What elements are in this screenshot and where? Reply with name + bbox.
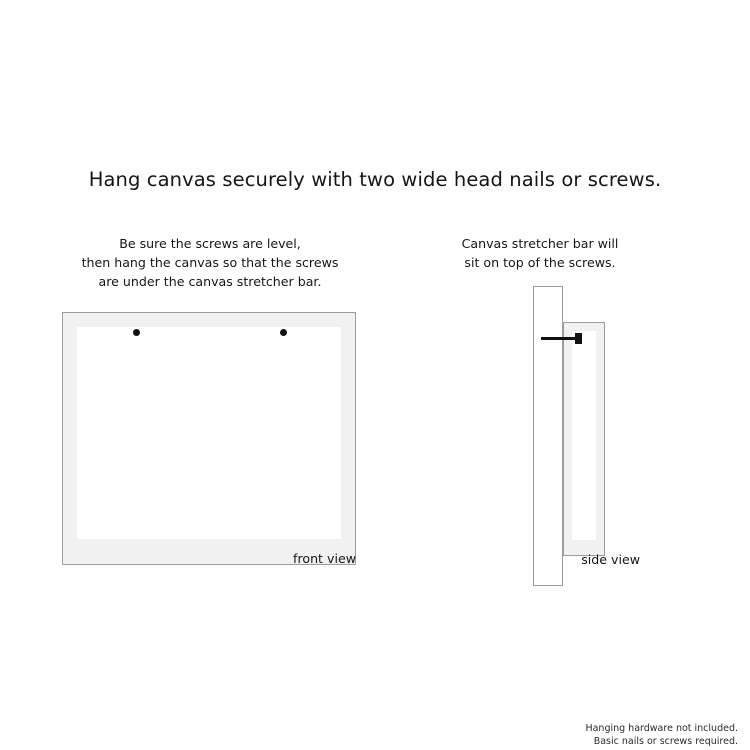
page-title: Hang canvas securely with two wide head nails or screws. — [88, 168, 662, 191]
footer-line-1: Hanging hardware not included. — [585, 723, 738, 734]
left-screw-icon — [133, 329, 140, 336]
right-screw-icon — [280, 329, 287, 336]
side-caption-line-2: sit on top of the screws. — [464, 255, 616, 270]
front-caption-line-3: are under the canvas stretcher bar. — [98, 274, 322, 289]
front-caption-line-1: Be sure the screws are level, — [119, 236, 301, 251]
front-canvas-face — [77, 327, 341, 539]
front-caption-line-2: then hang the canvas so that the screws — [81, 255, 339, 270]
screw-head-icon — [575, 333, 582, 344]
side-caption-line-1: Canvas stretcher bar will — [461, 236, 619, 251]
canvas-side-inner — [572, 331, 596, 540]
side-view-label: side view — [581, 552, 640, 567]
side-view-caption — [430, 234, 650, 272]
wall-cross-section — [533, 286, 563, 586]
front-view-caption — [60, 234, 360, 291]
footer-note — [408, 722, 738, 748]
front-view-label: front view — [293, 551, 356, 566]
footer-line-2: Basic nails or screws required. — [593, 736, 738, 747]
screw-shaft-icon — [541, 337, 579, 340]
